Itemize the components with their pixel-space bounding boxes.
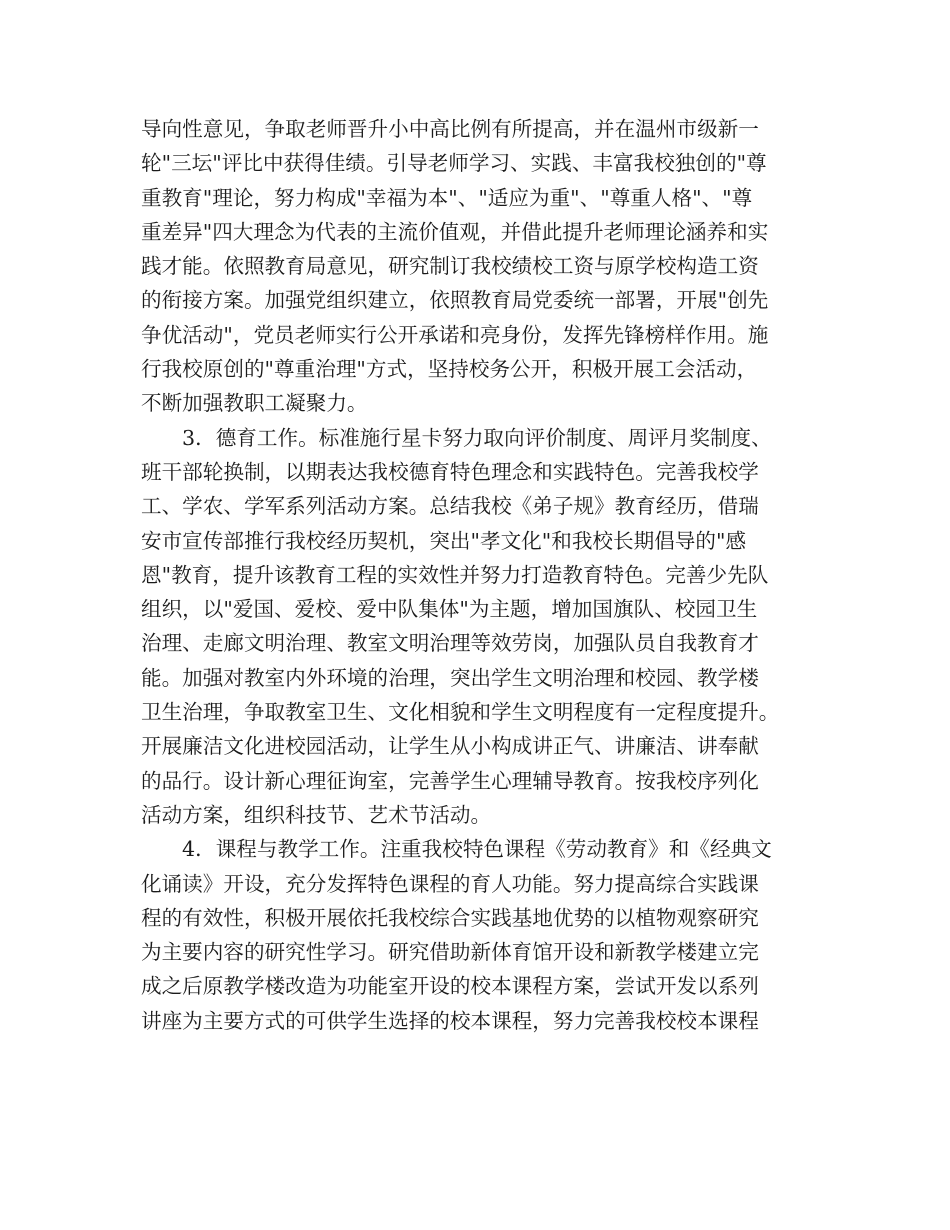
paragraph-curriculum [141, 832, 813, 1038]
document-body [141, 112, 813, 1038]
text-line: 组织，以"爱国、爱校、爱中队集体"为主题，增加国旗队、校园卫生 [141, 597, 758, 622]
text-line: 能。加强对教室内外环境的治理，突出学生文明治理和校园、教学楼 [141, 665, 759, 690]
text-line: 治理、走廊文明治理、教室文明治理等效劳岗，加强队员自我教育才 [141, 631, 759, 656]
text-line: 重差异"四大理念为代表的主流价值观，并借此提升老师理论涵养和实 [141, 219, 769, 244]
text-line: 践才能。依照教育局意见，研究制订我校绩校工资与原学校构造工资 [141, 254, 759, 279]
text-line: 导向性意见，争取老师晋升小中高比例有所提高，并在温州市级新一 [141, 117, 759, 141]
paragraph-continuation [141, 112, 813, 421]
text-line: 开展廉洁文化进校园活动，让学生从小构成讲正气、讲廉洁、讲奉献 [141, 734, 759, 759]
text-line: 行我校原创的"尊重治理"方式，坚持校务公开，积极开展工会活动， [141, 357, 758, 382]
text-line: 恩"教育，提升该教育工程的实效性并努力打造教育特色。完善少先队 [141, 562, 769, 587]
text-line: 为主要内容的研究性学习。研究借助新体育馆开设和新教学楼建立完 [141, 940, 759, 965]
text-line: 轮"三坛"评比中获得佳绩。引导老师学习、实践、丰富我校独创的"尊 [141, 151, 767, 176]
text-line: 重教育"理论，努力构成"幸福为本"、"适应为重"、"尊重人格"、"尊 [141, 185, 753, 210]
paragraph-first-line: 4．课程与教学工作。注重我校特色课程《劳动教育》和《经典文 [182, 837, 772, 862]
text-line: 争优活动"，党员老师实行公开承诺和亮身份，发挥先锋榜样作用。施 [141, 322, 769, 347]
text-line: 成之后原教学楼改造为功能室开设的校本课程方案，尝试开发以系列 [141, 974, 759, 999]
text-line: 工、学农、学军系列活动方案。总结我校《弟子规》教育经历，借瑞 [141, 494, 759, 519]
text-line: 班干部轮换制，以期表达我校德育特色理念和实践特色。完善我校学 [141, 459, 759, 484]
text-line: 卫生治理，争取教室卫生、文化相貌和学生文明程度有一定程度提升。 [141, 700, 780, 725]
text-line: 程的有效性，积极开展依托我校综合实践基地优势的以植物观察研究 [141, 905, 759, 930]
text-line: 化诵读》开设，充分发挥特色课程的育人功能。努力提高综合实践课 [141, 871, 759, 896]
text-line: 安市宣传部推行我校经历契机，突出"孝文化"和我校长期倡导的"感 [141, 528, 747, 553]
text-line: 活动方案，组织科技节、艺术节活动。 [141, 802, 492, 827]
text-line: 的品行。设计新心理征询室，完善学生心理辅导教育。按我校序列化 [141, 768, 759, 793]
paragraph-moral-education [141, 421, 813, 833]
text-line: 的衔接方案。加强党组织建立，依照教育局党委统一部署，开展"创先 [141, 288, 769, 313]
paragraph-first-line: 3．德育工作。标准施行星卡努力取向评价制度、周评月奖制度、 [182, 425, 772, 450]
text-line: 讲座为主要方式的可供学生选择的校本课程，努力完善我校校本课程 [141, 1008, 759, 1033]
text-line: 不断加强教职工凝聚力。 [141, 391, 368, 416]
